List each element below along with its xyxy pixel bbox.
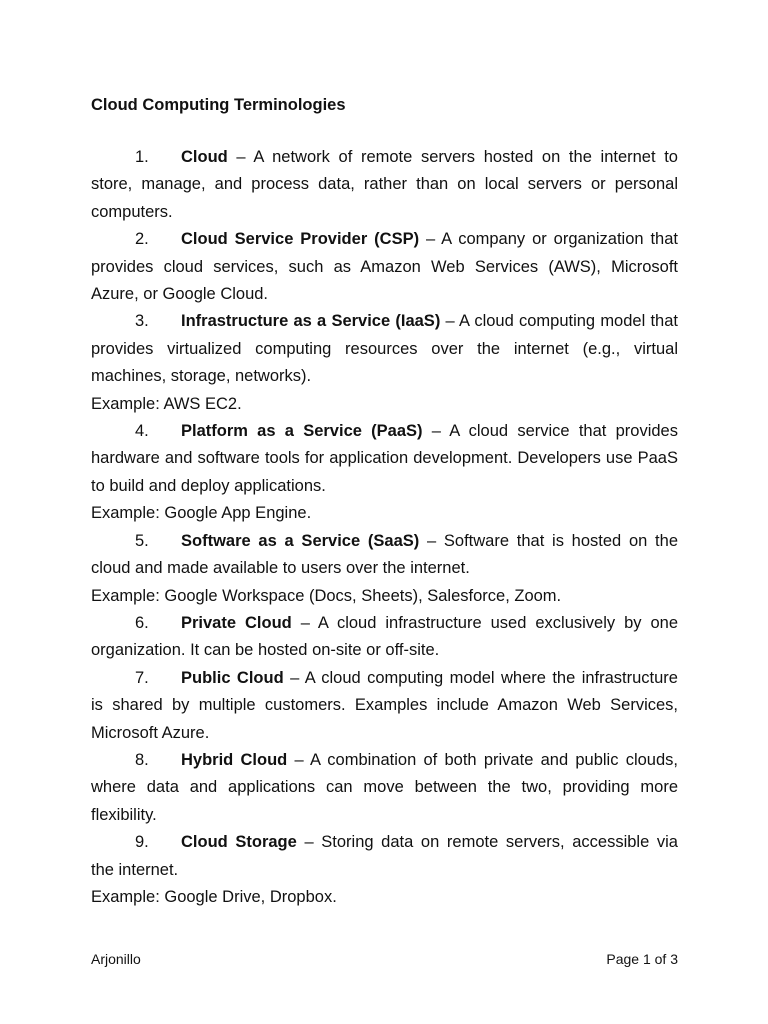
term-number: 5.	[135, 531, 149, 550]
term-number: 2.	[135, 230, 149, 249]
term-item	[91, 144, 678, 226]
term-number: 7.	[135, 668, 149, 687]
term-description: – A cloud computing model where the infrastructure is shared by multiple customers. Examples include Amazon Web Services, Microsoft Azure.	[91, 668, 678, 742]
term-description: – Software that is hosted on the cloud and made available to users over the internet.	[91, 531, 678, 578]
term-item	[91, 610, 678, 665]
term-description: – A cloud infrastructure used exclusively by one organization. It can be hosted on-site or off-site.	[91, 613, 678, 660]
term-description: – A cloud service that provides hardware and software tools for application development. Developers use PaaS to build and deploy applications.	[91, 422, 678, 495]
term-name: Platform as a Service (PaaS)	[181, 422, 423, 441]
term-name: Private Cloud	[181, 613, 292, 632]
term-name: Cloud	[181, 148, 228, 166]
term-example: Example: Google Workspace (Docs, Sheets), Salesforce, Zoom.	[91, 586, 562, 605]
term-number: 4.	[135, 422, 149, 441]
term-number: 1.	[135, 148, 149, 166]
term-item	[91, 308, 678, 390]
term-item	[91, 829, 678, 884]
term-description: – A company or organization that provides cloud services, such as Amazon Web Services (AWS), Microsoft Azure, or Google Cloud.	[91, 230, 678, 304]
document-title: Cloud Computing Terminologies	[91, 96, 346, 114]
term-number: 3.	[135, 312, 149, 331]
term-name: Software as a Service (SaaS)	[181, 531, 420, 550]
term-name: Cloud Service Provider (CSP)	[181, 230, 420, 249]
term-number: 6.	[135, 613, 149, 632]
footer-author: Arjonillo	[91, 951, 141, 967]
term-name: Public Cloud	[181, 668, 284, 687]
footer-page-number: Page 1 of 3	[606, 951, 678, 967]
term-name: Cloud Storage	[181, 833, 297, 852]
term-item	[91, 665, 678, 747]
term-description: – Storing data on remote servers, accessible via the internet.	[91, 833, 678, 879]
term-example: Example: Google Drive, Dropbox.	[91, 887, 337, 906]
term-description: – A combination of both private and public clouds, where data and applications can move between the two, providing more flexibility.	[91, 750, 678, 824]
term-name: Hybrid Cloud	[181, 750, 288, 769]
term-number: 8.	[135, 750, 149, 769]
term-item	[91, 418, 678, 500]
term-item	[91, 528, 678, 583]
term-item	[91, 226, 678, 308]
term-description: – A network of remote servers hosted on the internet to store, manage, and process data, rather than on local servers or personal computers.	[91, 148, 678, 221]
term-example: Example: AWS EC2.	[91, 394, 242, 413]
term-description: – A cloud computing model that provides virtualized computing resources over the internet (e.g., virtual machines, storage, networks).	[91, 312, 678, 386]
term-number: 9.	[135, 833, 149, 852]
term-item	[91, 747, 678, 829]
term-example: Example: Google App Engine.	[91, 504, 312, 523]
terms-list	[91, 144, 678, 911]
term-name: Infrastructure as a Service (IaaS)	[181, 312, 441, 331]
